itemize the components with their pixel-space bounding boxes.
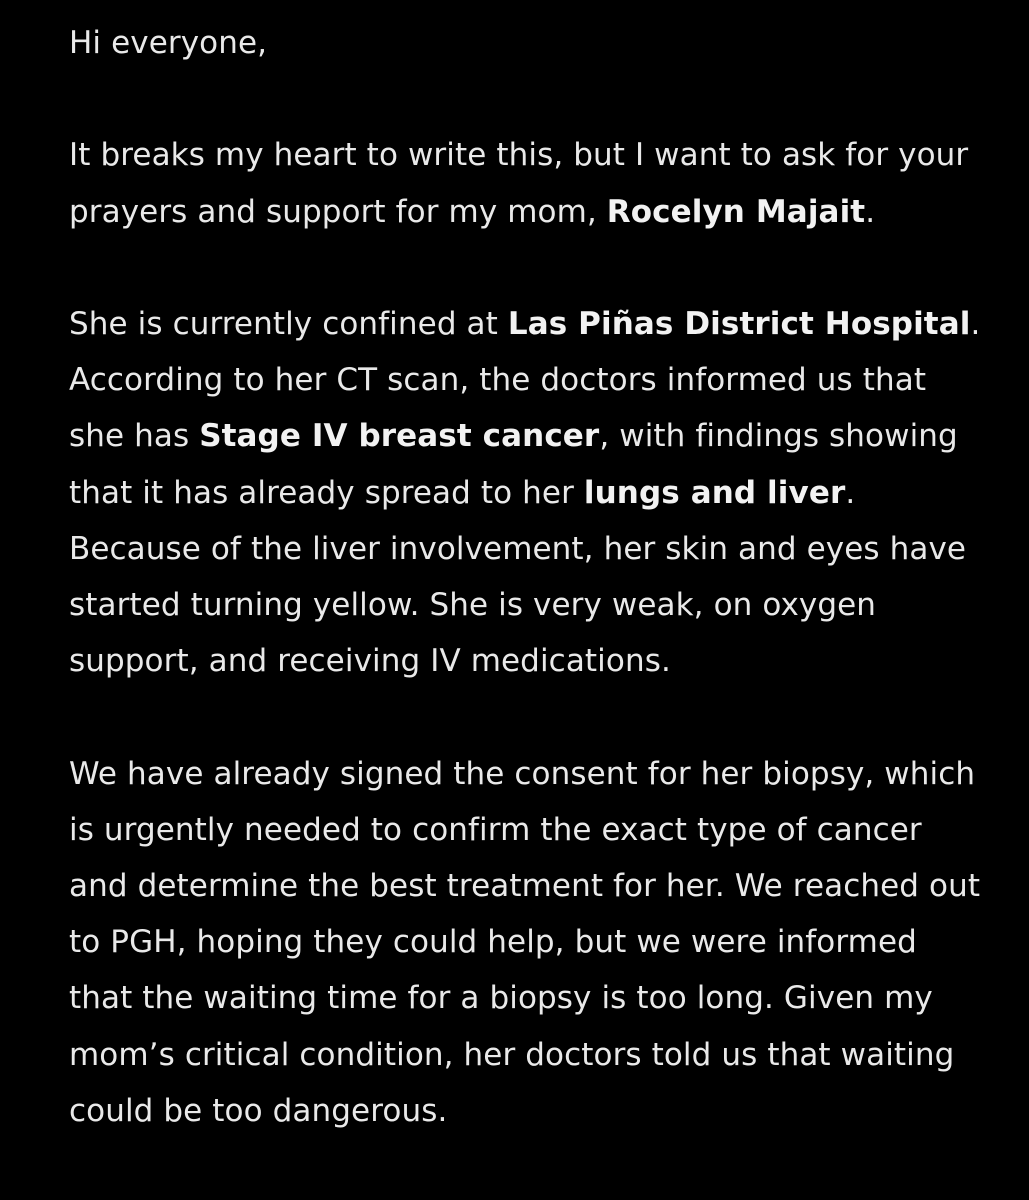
condition-text-4: . Because of the liver involvement, her skin and eyes have started turning yellow. She is very weak, on oxygen support, and receiving IV medications. [69,474,967,680]
condition-text-3: , with findings showing that it has already spread to her [69,418,958,511]
diagnosis: Stage IV breast cancer [199,418,600,455]
biopsy-text: We have already signed the consent for her biopsy, which is urgently needed to confirm the exact type of cancer and determine the best treatment for her. We reached out to PGH, hoping they could help, but we were informed that the waiting time for a biopsy is too long. Given my mom’s critical condition, her doctors told us that waiting could be too dangerous. [69,755,981,1129]
note-body [69,15,989,1139]
affected-organs: lungs and liver [583,474,846,511]
greeting-text: Hi everyone, [69,25,268,61]
condition-paragraph [69,296,989,689]
request-text: It breaks my heart to write this, but I want to ask for your prayers and support for my mom, [69,137,969,230]
greeting-paragraph [69,15,989,71]
request-end: . [865,193,876,230]
condition-text-2: . According to her CT scan, the doctors informed us that she has [69,305,981,455]
mother-name: Rocelyn Majait [606,193,866,230]
condition-text-1: She is currently confined at [69,305,508,342]
request-paragraph [69,127,989,239]
hospital-name: Las Piñas District Hospital [507,305,971,342]
biopsy-paragraph [69,746,989,1139]
